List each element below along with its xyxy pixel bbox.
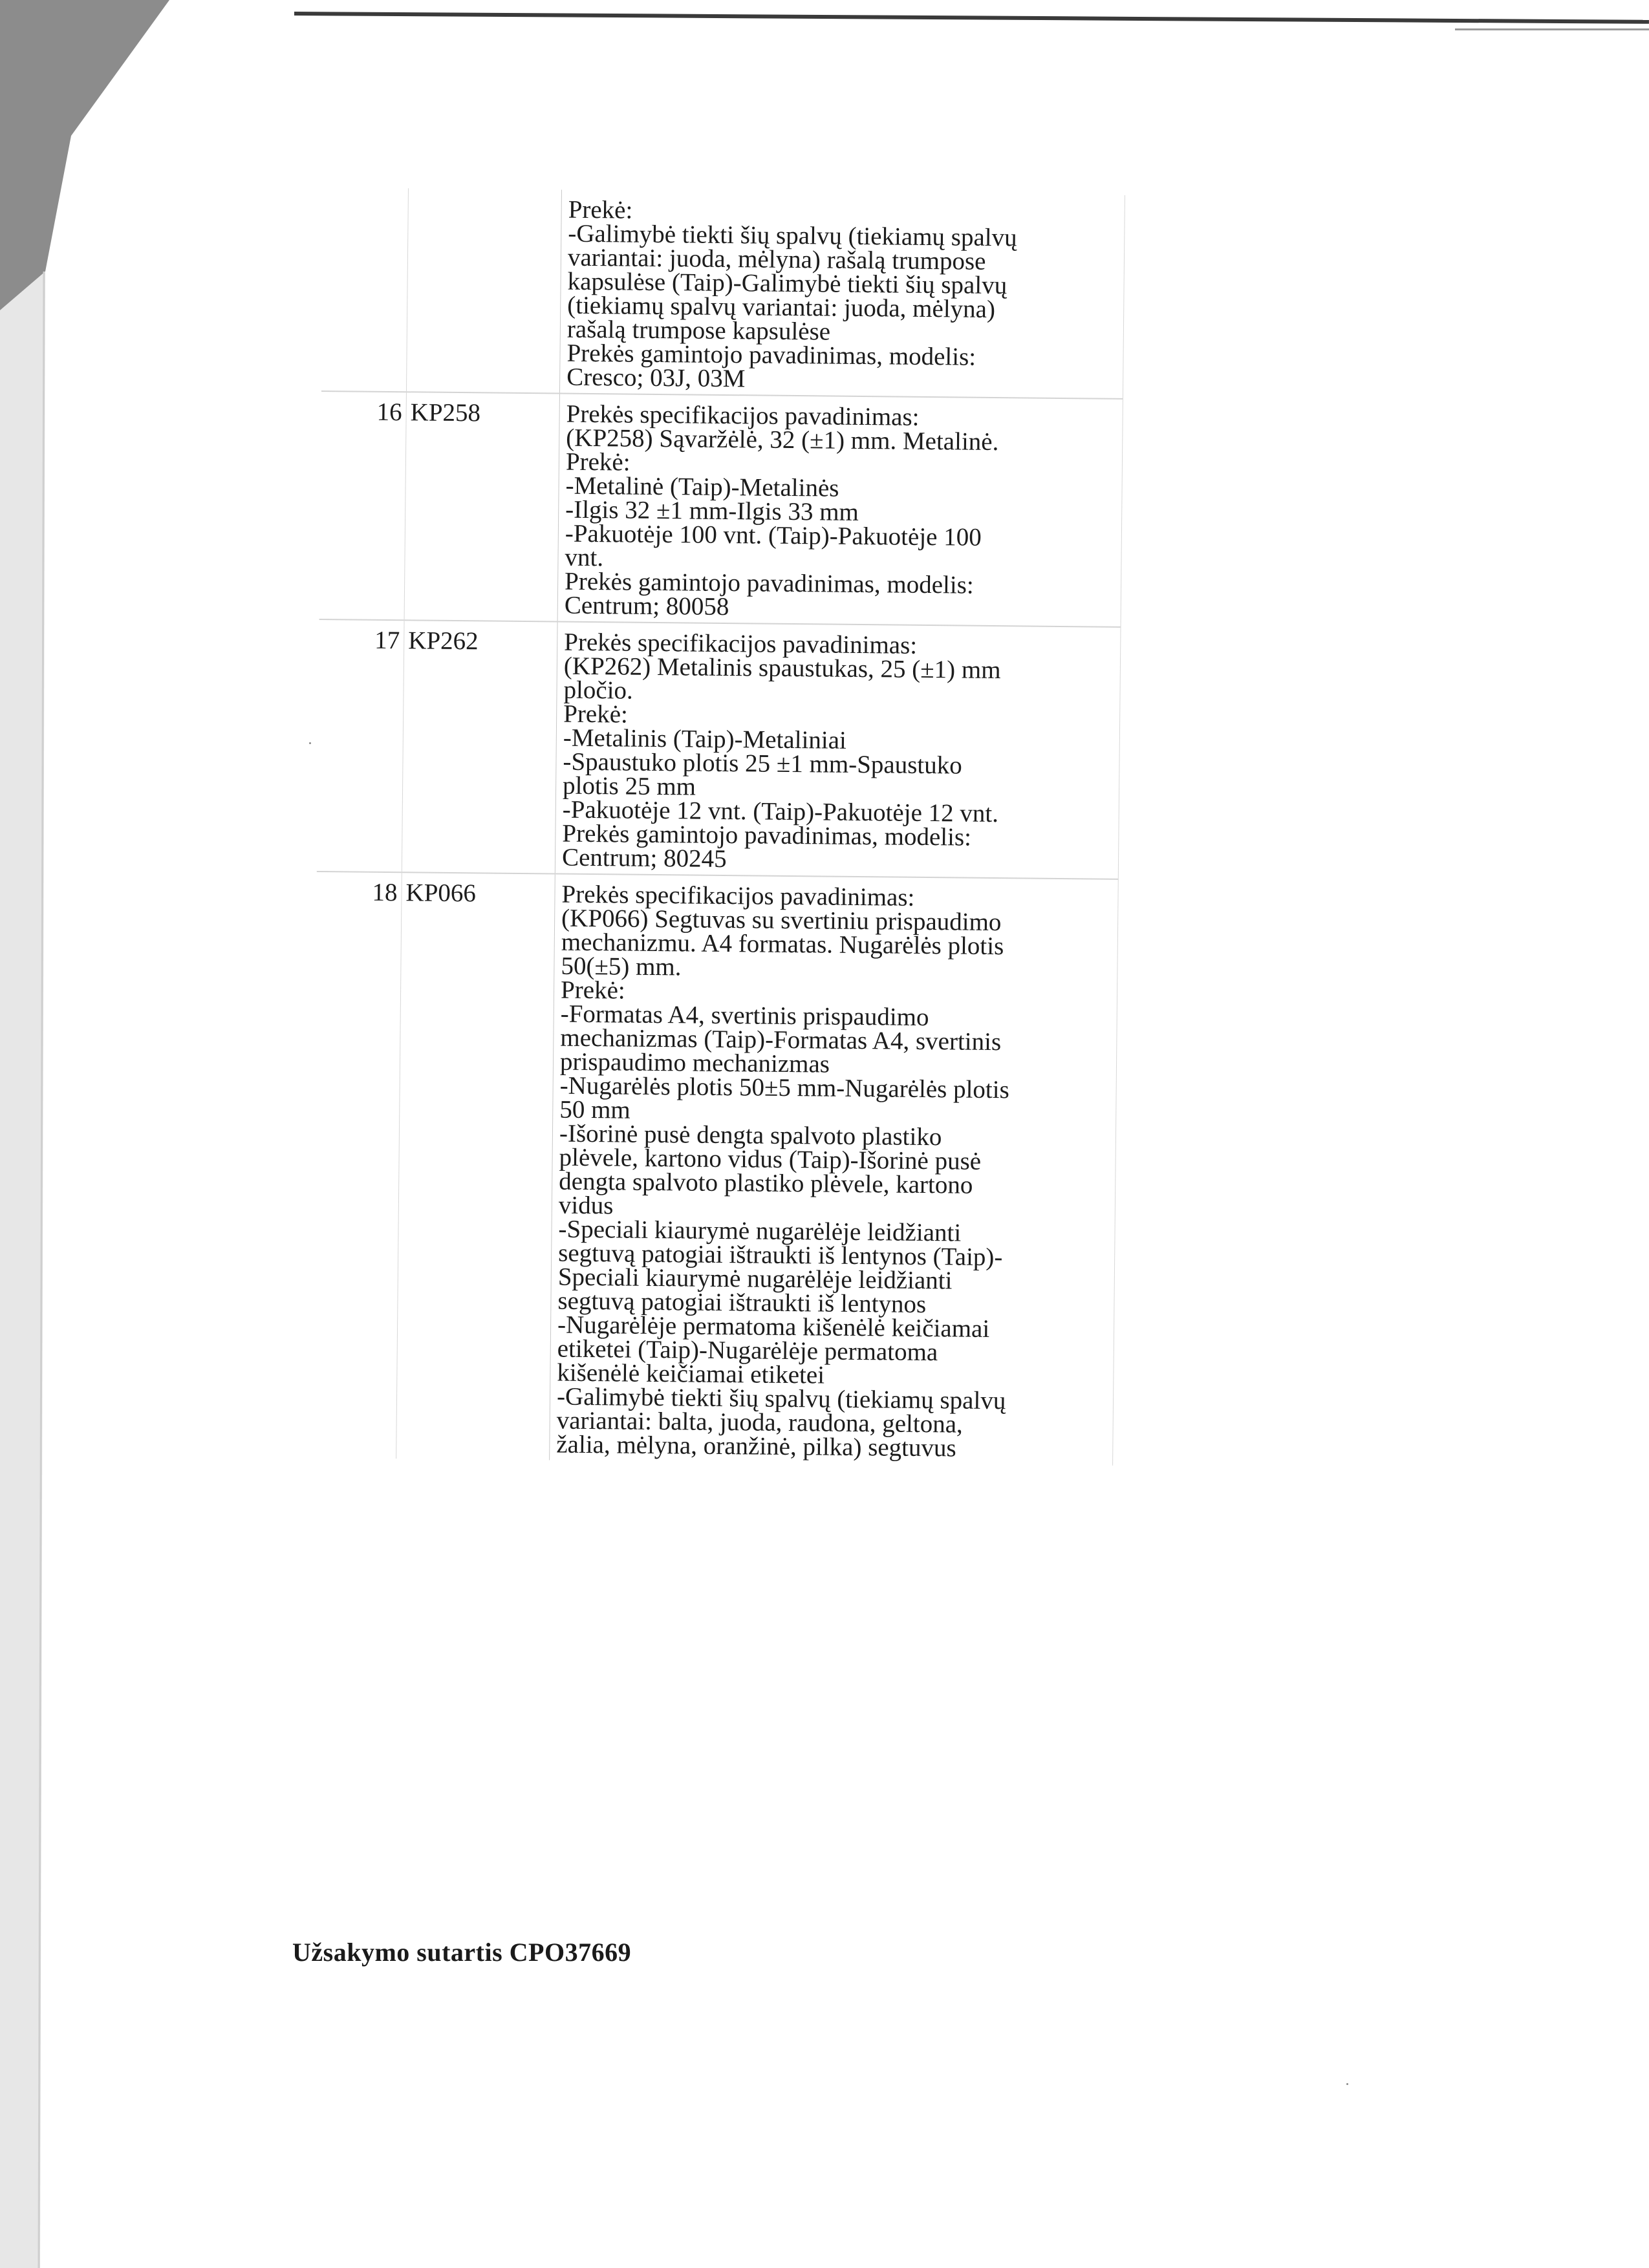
description-line: vnt. <box>565 543 604 572</box>
description-line: dengta spalvoto plastiko plėvele, kartono <box>559 1167 973 1199</box>
item-code <box>406 188 561 393</box>
description-line: (KP262) Metalinis spaustukas, 25 (±1) mm <box>563 652 1001 685</box>
item-description <box>550 873 1119 1465</box>
description-line: Prekės gamintojo pavadinimas, modelis: <box>564 567 974 599</box>
description-line: Prekė: <box>568 195 633 224</box>
description-line: -Formatas A4, svertinis prispaudimo <box>560 1000 929 1032</box>
description-line: variantai: juoda, mėlyna) rašalą trumpose <box>567 243 986 275</box>
row-number: 17 <box>317 619 404 872</box>
description-line: Cresco; 03J, 03M <box>566 363 746 393</box>
description-line: etiketei (Taip)-Nugarėlėje permatoma <box>557 1334 938 1367</box>
table-row <box>319 391 1123 627</box>
description-line: variantai: balta, juoda, raudona, geltona, <box>556 1406 963 1439</box>
description-line: Prekė: <box>563 700 629 729</box>
description-line: kišenėlė keičiamai etiketei <box>557 1358 825 1389</box>
description-line: -Speciali kiaurymė nugarėlėje leidžianti <box>558 1215 962 1247</box>
description-line: -Pakuotėje 12 vnt. (Taip)-Pakuotėje 12 vnt. <box>562 795 999 828</box>
scan-speck <box>309 742 311 744</box>
description-line: Prekės specifikacijos pavadinimas: <box>564 628 918 659</box>
description-line: -Spaustuko plotis 25 ±1 mm-Spaustuko <box>563 747 962 780</box>
row-number: 16 <box>319 391 407 620</box>
scan-speck <box>1346 2083 1348 2085</box>
item-code: KP258 <box>404 392 559 621</box>
scan-edge-shadow <box>0 0 175 2268</box>
scan-top-edge <box>294 12 1649 24</box>
description-line: -Galimybė tiekti šių spalvų (tiekiamų spalvų <box>568 219 1017 252</box>
description-line: plėvele, kartono vidus (Taip)-Išorinė pusė <box>559 1143 982 1175</box>
description-line: Prekė: <box>565 447 630 476</box>
description-line: segtuvą patogiai ištraukti iš lentynos <box>557 1287 927 1319</box>
description-line: -Galimybė tiekti šių spalvų (tiekiamų spalvų <box>556 1382 1006 1415</box>
description-line: -Metalinis (Taip)-Metaliniai <box>563 723 847 754</box>
description-line: 50 mm <box>559 1095 630 1124</box>
description-line: žalia, mėlyna, oranžinė, pilka) segtuvus <box>556 1430 956 1462</box>
scan-top-edge-secondary <box>1455 28 1649 30</box>
item-description <box>555 622 1121 879</box>
description-line: (KP258) Sąvaržėlė, 32 (±1) mm. Metalinė. <box>566 423 999 456</box>
specification-table <box>311 187 1125 1466</box>
item-description <box>557 394 1123 627</box>
table-row <box>321 187 1125 399</box>
description-line: -Išorinė pusė dengta spalvoto plastiko <box>559 1119 942 1151</box>
order-contract-title: Užsakymo sutartis CPO37669 <box>292 1938 632 1967</box>
description-line: -Pakuotėje 100 vnt. (Taip)-Pakuotėje 100 <box>565 519 982 551</box>
description-line: -Nugarėlėje permatoma kišenėlė keičiamai <box>557 1311 990 1343</box>
description-line: 50(±5) mm. <box>561 952 682 981</box>
description-line: Speciali kiaurymė nugarėlėje leidžianti <box>557 1263 953 1295</box>
description-line: prispaudimo mechanizmas <box>559 1047 830 1078</box>
description-line: mechanizmu. A4 formatas. Nugarėlės plotis <box>561 928 1004 961</box>
row-number: 18 <box>311 872 402 1459</box>
description-line: Prekė: <box>560 976 625 1005</box>
description-line: (tiekiamų spalvų variantai: juoda, mėlyna) <box>567 291 996 323</box>
description-line: -Nugarėlės plotis 50±5 mm-Nugarėlės plotis <box>559 1071 1009 1104</box>
table-row <box>317 619 1121 879</box>
item-description <box>559 190 1125 399</box>
description-line: Centrum; 80058 <box>564 591 729 621</box>
table-row <box>311 872 1118 1466</box>
description-line: vidus <box>558 1191 614 1220</box>
description-line: segtuvą patogiai ištraukti iš lentynos (Taip)- <box>557 1239 1003 1272</box>
description-line: rašalą trumpose kapsulėse <box>566 315 831 346</box>
description-line: -Metalinė (Taip)-Metalinės <box>565 471 839 502</box>
row-number <box>321 187 409 392</box>
description-line: pločio. <box>563 676 633 705</box>
item-code: KP066 <box>396 872 555 1460</box>
description-line: Prekės specifikacijos pavadinimas: <box>566 400 920 431</box>
description-line: kapsulėse (Taip)-Galimybė tiekti šių spalvų <box>567 267 1008 300</box>
description-line: plotis 25 mm <box>562 771 696 801</box>
description-line: (KP066) Segtuvas su svertiniu prispaudimo <box>561 904 1002 937</box>
description-line: -Ilgis 32 ±1 mm-Ilgis 33 mm <box>565 495 859 526</box>
description-line: Prekės gamintojo pavadinimas, modelis: <box>566 339 976 371</box>
description-line: Prekės gamintojo pavadinimas, modelis: <box>562 819 972 851</box>
description-line: Prekės specifikacijos pavadinimas: <box>561 880 915 912</box>
item-code: KP262 <box>402 620 557 873</box>
description-line: mechanizmas (Taip)-Formatas A4, svertinis <box>560 1023 1002 1056</box>
description-line: Centrum; 80245 <box>561 843 727 873</box>
